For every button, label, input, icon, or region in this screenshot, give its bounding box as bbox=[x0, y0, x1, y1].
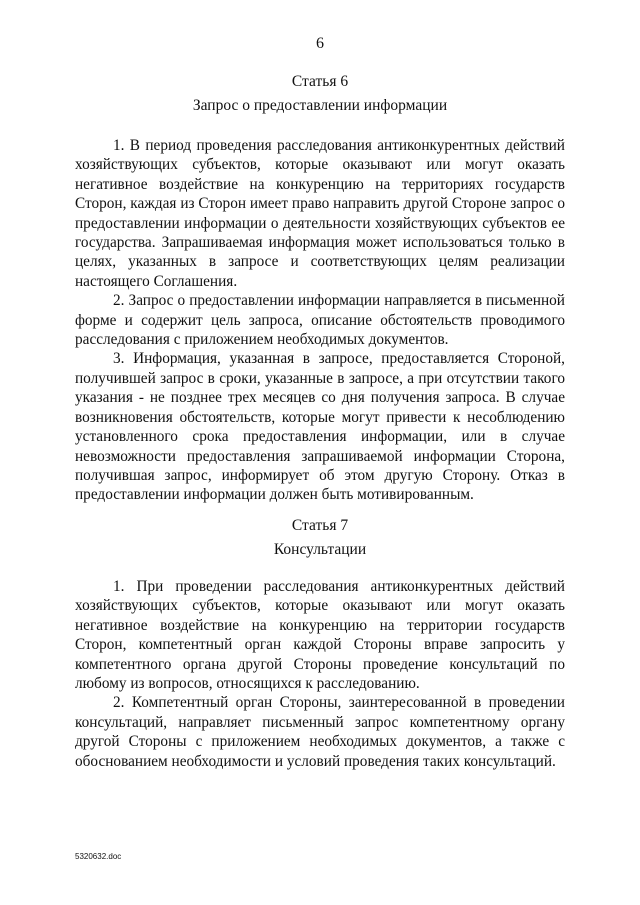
article-6-subtitle: Запрос о предоставлении информации bbox=[192, 97, 448, 114]
article-7-subtitle: Консультации bbox=[273, 541, 367, 558]
article-7-title: Статья 7 bbox=[291, 517, 349, 534]
article-6-body bbox=[75, 136, 565, 505]
page-number: 6 bbox=[316, 35, 324, 52]
article-6-paragraph-3: 3. Информация, указанная в запросе, предоставляется Стороной, получившей запрос в сроки, указанные в запросе, а при отсутствии такого указания - не позднее трех месяцев со дня получения запроса. В случае возникновения обстоятельств, которые могут привести к несоблюдению установленного срока предоставления информации, или в случае невозможности предоставления запрашиваемой информации Сторона, получившая запрос, информирует об этом другую Сторону. Отказ в предоставлении информации должен быть мотивированным. bbox=[75, 350, 565, 504]
article-6-title: Статья 6 bbox=[291, 73, 349, 90]
footer-filename: 5320632.doc bbox=[75, 852, 122, 861]
article-7-paragraph-2: 2. Компетентный орган Стороны, заинтересованной в проведении консультаций, направляет письменный запрос компетентному органу другой Стороны с приложением необходимых документов, а также с обоснованием необходимости и условий проведения таких консультаций. bbox=[75, 694, 565, 770]
article-7-paragraph-1: 1. При проведении расследования антиконкурентных действий хозяйствующих субъектов, которые оказывают или могут оказать негативное воздействие на конкуренцию на территории государств Сторон, компетентный орган каждой Стороны вправе запросить у компетентного органа другой Стороны проведение консультаций по любому из вопросов, относящихся к расследованию. bbox=[75, 578, 565, 693]
article-6-paragraph-2: 2. Запрос о предоставлении информации направляется в письменной форме и содержит цель запроса, описание обстоятельств проводимого расследования с приложением необходимых документов. bbox=[75, 292, 565, 349]
article-6-paragraph-1: 1. В период проведения расследования антиконкурентных действий хозяйствующих субъектов, которые оказывают или могут оказать негативное воздействие на конкуренцию на территориях государств Сторон, каждая из Сторон имеет право направить другой Стороне запрос о предоставлении информации о деятельности хозяйствующих субъектов ее государства. Запрашиваемая информация может использоваться только в целях, указанных в запросе и соответствующих целям реализации настоящего Соглашения. bbox=[75, 137, 565, 290]
article-7-body bbox=[75, 577, 565, 771]
